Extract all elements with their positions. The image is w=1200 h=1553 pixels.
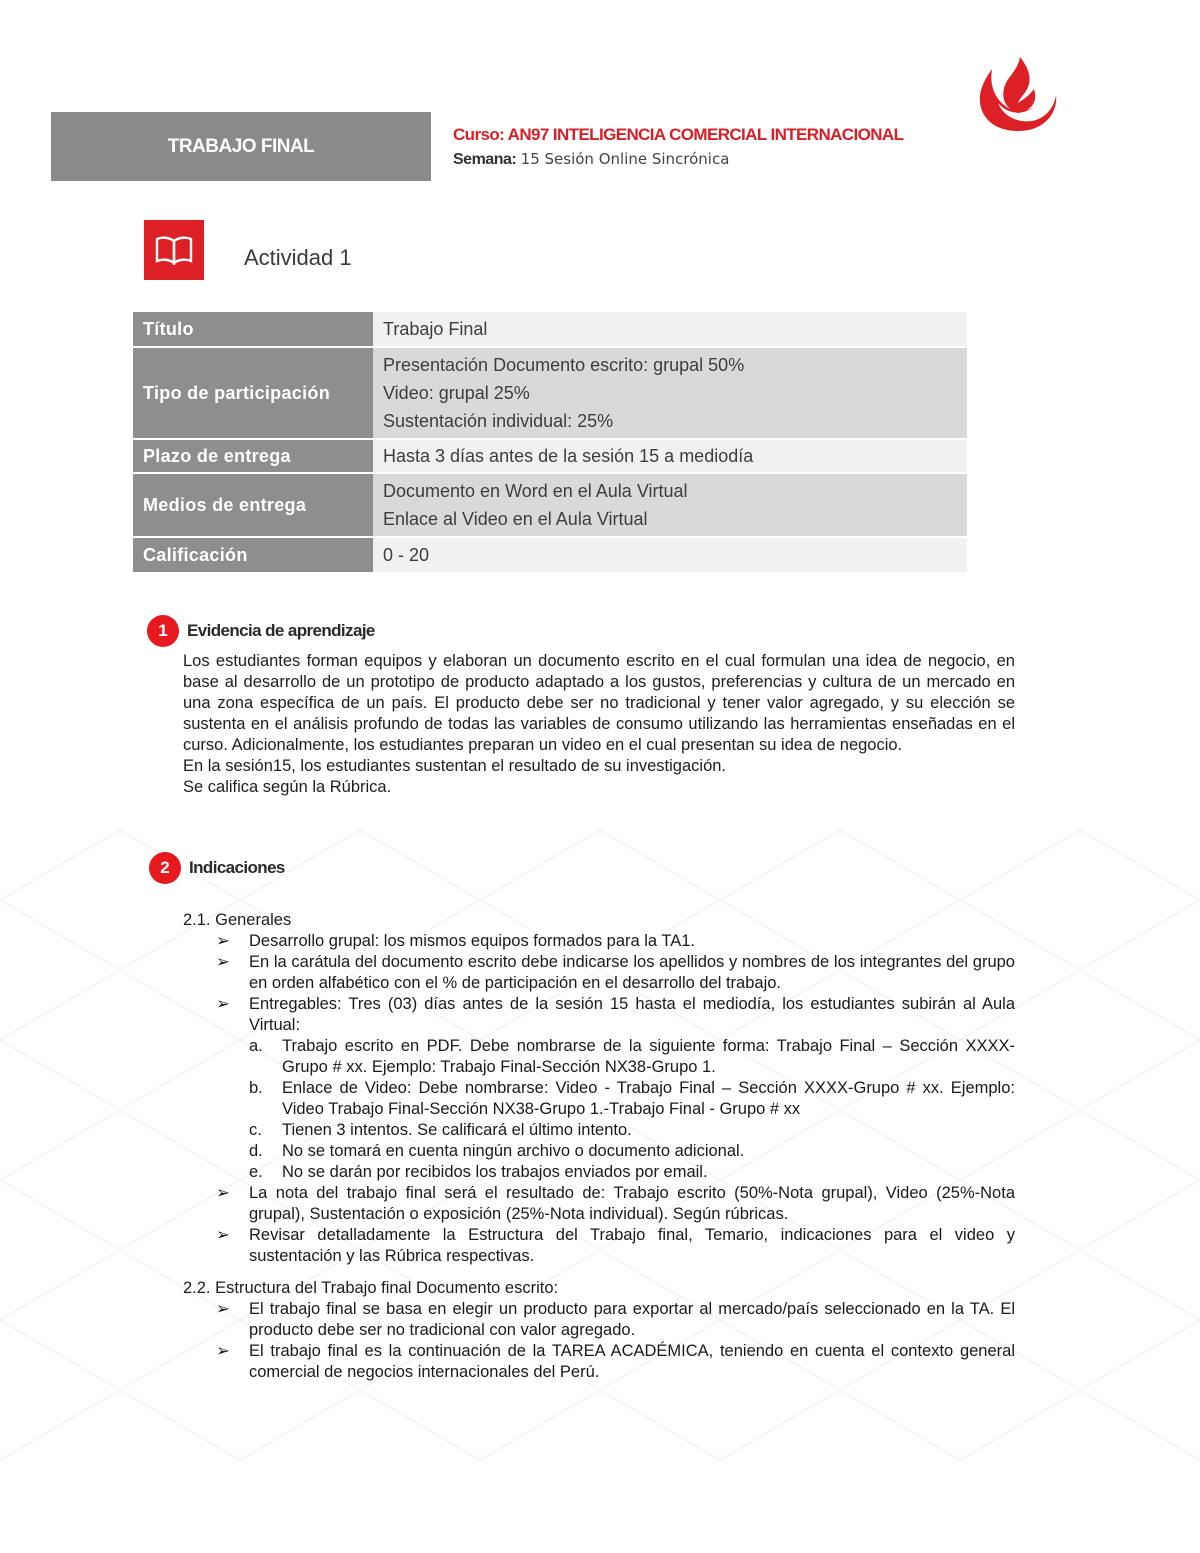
list-item xyxy=(183,931,1015,952)
row-key-medios: Medios de entrega xyxy=(133,473,373,537)
lettered-item xyxy=(183,1162,1015,1183)
list-item xyxy=(183,1341,1015,1383)
list-item-text: La nota del trabajo final será el resultado de: Trabajo escrito (50%-Nota grupal), Video (25%-Nota grupal), Sustentación o exposición (25%-Nota individual). Según rúbricas. xyxy=(249,1184,1015,1223)
evidence-line: Se califica según la Rúbrica. xyxy=(183,778,392,796)
week-label: Semana: xyxy=(453,151,517,168)
activity-info-table xyxy=(133,312,967,574)
letter-marker: d. xyxy=(249,1142,263,1160)
section-number-badge: 2 xyxy=(149,852,181,884)
banner-title: TRABAJO FINAL xyxy=(167,135,315,157)
list-item-text: El trabajo final es la continuación de la TAREA ACADÉMICA, teniendo en cuenta el contexto general comercial de negocios internacionales del Perú. xyxy=(249,1342,1015,1381)
tipo-line: Presentación Documento escrito: grupal 50% xyxy=(383,355,745,375)
book-icon xyxy=(155,235,193,265)
lettered-item-text: No se darán por recibidos los trabajos enviados por email. xyxy=(282,1163,708,1181)
tipo-line: Sustentación individual: 25% xyxy=(383,411,614,431)
table-row xyxy=(133,439,967,473)
activity-book-badge xyxy=(144,220,204,280)
medios-line: Enlace al Video en el Aula Virtual xyxy=(383,509,648,529)
lettered-item xyxy=(183,1036,1015,1078)
lettered-item-text: Tienen 3 intentos. Se calificará el último intento. xyxy=(282,1121,632,1139)
letter-marker: b. xyxy=(249,1079,263,1097)
table-row xyxy=(133,473,967,537)
lettered-item-text: Enlace de Video: Debe nombrarse: Video - Trabajo Final – Sección XXXX-Grupo # xx. Ejemplo: Video Trabajo Final-Sección NX38-Grupo 1.-Trabajo Final - Grupo # xx xyxy=(282,1079,1015,1118)
table-row xyxy=(133,347,967,439)
lettered-item-text: Trabajo escrito en PDF. Debe nombrarse de la siguiente forma: Trabajo Final – Sección XXXX-Grupo # xx. Ejemplo: Trabajo Final-Sección NX38-Grupo 1. xyxy=(282,1037,1015,1076)
lettered-item xyxy=(183,1141,1015,1162)
list-item-text: Entregables: Tres (03) días antes de la sesión 15 hasta el mediodía, los estudiantes subirán al Aula Virtual: xyxy=(249,995,1015,1034)
row-value-titulo: Trabajo Final xyxy=(373,312,967,347)
list-item xyxy=(183,952,1015,994)
evidence-paragraph: Los estudiantes forman equipos y elaboran un documento escrito en el cual formulan una idea de negocio, en base al desarrollo de un prototipo de producto adaptado a los gustos, preferencias y cultura de un mercado en una zona específica de un país. El producto debe ser no tradicional y tener valor agregado, y su elección se sustenta en el análisis profundo de todas las variables de consumo utilizando las herramientas enseñadas en el curso. Adicionalmente, los estudiantes preparan un video en el cual presentan su idea de negocio. xyxy=(183,652,1015,754)
row-value-calificacion: 0 - 20 xyxy=(373,537,967,573)
arrow-bullet-icon: ➢ xyxy=(216,932,230,950)
row-value-medios xyxy=(373,473,967,537)
table-row xyxy=(133,312,967,347)
evidence-line: En la sesión15, los estudiantes sustentan el resultado de su investigación. xyxy=(183,757,727,775)
section-title: Indicaciones xyxy=(189,858,285,877)
week-value: 15 Sesión Online Sincrónica xyxy=(520,150,730,168)
section-number-badge: 1 xyxy=(147,615,179,647)
list-item xyxy=(183,994,1015,1036)
list-item-text: El trabajo final se basa en elegir un producto para exportar al mercado/país seleccionado en la TA. El producto debe ser no tradicional con valor agregado. xyxy=(249,1300,1015,1339)
table-row xyxy=(133,537,967,573)
lettered-item xyxy=(183,1120,1015,1141)
list-item-text: En la carátula del documento escrito debe indicarse los apellidos y nombres de los integrantes del grupo en orden alfabético con el % de participación en el desarrollo del trabajo. xyxy=(249,953,1015,992)
list-item-text: Revisar detalladamente la Estructura del Trabajo final, Temario, indicaciones para el video y sustentación y las Rúbrica respectivas. xyxy=(249,1226,1015,1265)
medios-line: Documento en Word en el Aula Virtual xyxy=(383,481,688,501)
list-item xyxy=(183,1183,1015,1225)
week-line xyxy=(453,150,729,169)
upc-flame-logo xyxy=(978,55,1058,133)
letter-marker: c. xyxy=(249,1121,262,1139)
arrow-bullet-icon: ➢ xyxy=(216,1226,230,1244)
activity-title: Actividad 1 xyxy=(244,245,352,270)
letter-marker: e. xyxy=(249,1163,263,1181)
subsection-heading: 2.1. Generales xyxy=(183,911,292,929)
row-value-tipo xyxy=(373,347,967,439)
lettered-item-text: No se tomará en cuenta ningún archivo o documento adicional. xyxy=(282,1142,745,1160)
row-key-tipo: Tipo de participación xyxy=(133,347,373,439)
course-title: Curso: AN97 INTELIGENCIA COMERCIAL INTERNACIONAL xyxy=(453,125,904,144)
arrow-bullet-icon: ➢ xyxy=(216,953,230,971)
arrow-bullet-icon: ➢ xyxy=(216,995,230,1013)
row-key-plazo: Plazo de entrega xyxy=(133,439,373,473)
list-item xyxy=(183,1299,1015,1341)
arrow-bullet-icon: ➢ xyxy=(216,1184,230,1202)
lettered-item xyxy=(183,1078,1015,1120)
row-value-plazo: Hasta 3 días antes de la sesión 15 a mediodía xyxy=(373,439,967,473)
row-key-titulo: Título xyxy=(133,312,373,347)
header-banner xyxy=(51,112,431,181)
arrow-bullet-icon: ➢ xyxy=(216,1300,230,1318)
letter-marker: a. xyxy=(249,1037,263,1055)
section1-body xyxy=(183,651,1015,798)
row-key-calificacion: Calificación xyxy=(133,537,373,573)
arrow-bullet-icon: ➢ xyxy=(216,1342,230,1360)
section2-body xyxy=(183,910,1015,1383)
section-title: Evidencia de aprendizaje xyxy=(187,621,375,640)
subsection-heading: 2.2. Estructura del Trabajo final Documento escrito: xyxy=(183,1279,559,1297)
list-item-text: Desarrollo grupal: los mismos equipos formados para la TA1. xyxy=(249,932,696,950)
tipo-line: Video: grupal 25% xyxy=(383,383,530,403)
list-item xyxy=(183,1225,1015,1267)
